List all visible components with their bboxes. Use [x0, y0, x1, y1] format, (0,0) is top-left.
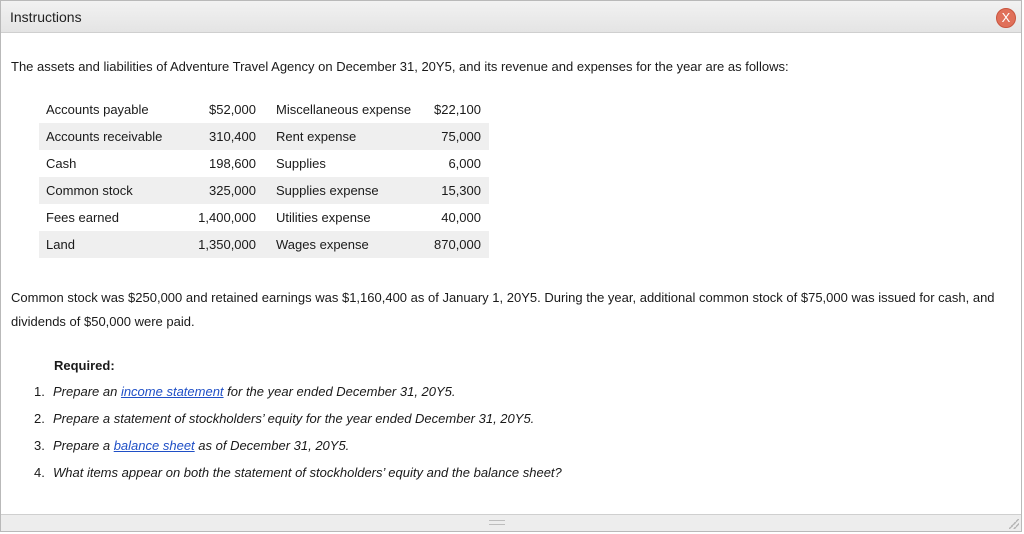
- title-bar[interactable]: [1, 1, 1021, 33]
- balance-sheet-link[interactable]: balance sheet: [113, 438, 195, 453]
- window-title: Instructions: [10, 9, 82, 25]
- right-value: 6,000: [448, 156, 481, 171]
- left-value: 310,400: [191, 123, 276, 150]
- required-heading: Required:: [54, 358, 115, 373]
- item-text-pre: Prepare a: [53, 438, 114, 453]
- left-label: Cash: [46, 156, 77, 171]
- right-value: $22,100: [434, 102, 481, 117]
- required-list: [34, 378, 562, 486]
- right-label: Utilities expense: [276, 210, 371, 225]
- left-value: 1,350,000: [191, 231, 276, 258]
- item-number: 3.: [34, 438, 45, 453]
- resize-handle-icon[interactable]: [1009, 519, 1019, 529]
- left-value: 198,600: [209, 156, 256, 171]
- right-label: Supplies expense: [276, 177, 421, 204]
- item-number: 4.: [34, 465, 45, 480]
- table-row: [39, 96, 489, 123]
- income-statement-link[interactable]: income statement: [120, 384, 224, 399]
- intro-text: The assets and liabilities of Adventure Travel Agency on December 31, 20Y5, and its revenue and expenses for the year are as follows:: [11, 59, 789, 74]
- right-label: Supplies: [276, 156, 326, 171]
- item-text-post: as of December 31, 20Y5.: [194, 438, 350, 453]
- right-value: 40,000: [441, 210, 481, 225]
- close-icon: X: [1001, 10, 1011, 25]
- bottom-bar: [1, 514, 1021, 531]
- right-label: Miscellaneous expense: [276, 102, 412, 117]
- list-item: [34, 405, 562, 432]
- item-text: Prepare a statement of stockholders’ equity for the year ended December 31, 20Y5.: [53, 411, 535, 426]
- left-value: 1,400,000: [198, 210, 256, 225]
- accounts-table: [39, 96, 489, 258]
- list-item: [34, 378, 562, 405]
- list-item: [34, 432, 562, 459]
- item-text: What items appear on both the statement of stockholders’ equity and the balance sheet?: [53, 465, 562, 480]
- right-label: Rent expense: [276, 123, 421, 150]
- table-row: [39, 150, 489, 177]
- left-label: Fees earned: [46, 210, 119, 225]
- right-value: 870,000: [421, 231, 489, 258]
- left-label: Land: [39, 231, 191, 258]
- list-item: [34, 459, 562, 486]
- right-value: 75,000: [421, 123, 489, 150]
- item-text-post: for the year ended December 31, 20Y5.: [223, 384, 456, 399]
- left-value: $52,000: [209, 102, 256, 117]
- close-button[interactable]: [996, 8, 1016, 28]
- right-label: Wages expense: [276, 231, 421, 258]
- stock-paragraph: Common stock was $250,000 and retained earnings was $1,160,400 as of January 1, 20Y5. During the year, additional common stock of $75,000 was issued for cash, and dividends of $50,000 were paid.: [11, 290, 995, 329]
- left-label: Common stock: [39, 177, 191, 204]
- table-row: [39, 123, 489, 150]
- right-value: 15,300: [421, 177, 489, 204]
- item-number: 2.: [34, 411, 45, 426]
- left-label: Accounts receivable: [39, 123, 191, 150]
- left-label: Accounts payable: [46, 102, 149, 117]
- item-text-pre: Prepare an: [53, 384, 121, 399]
- item-number: 1.: [34, 384, 45, 399]
- table-row: [39, 231, 489, 258]
- table-row: [39, 204, 489, 231]
- left-value: 325,000: [191, 177, 276, 204]
- drag-grip-icon[interactable]: [489, 520, 505, 525]
- table-row: [39, 177, 489, 204]
